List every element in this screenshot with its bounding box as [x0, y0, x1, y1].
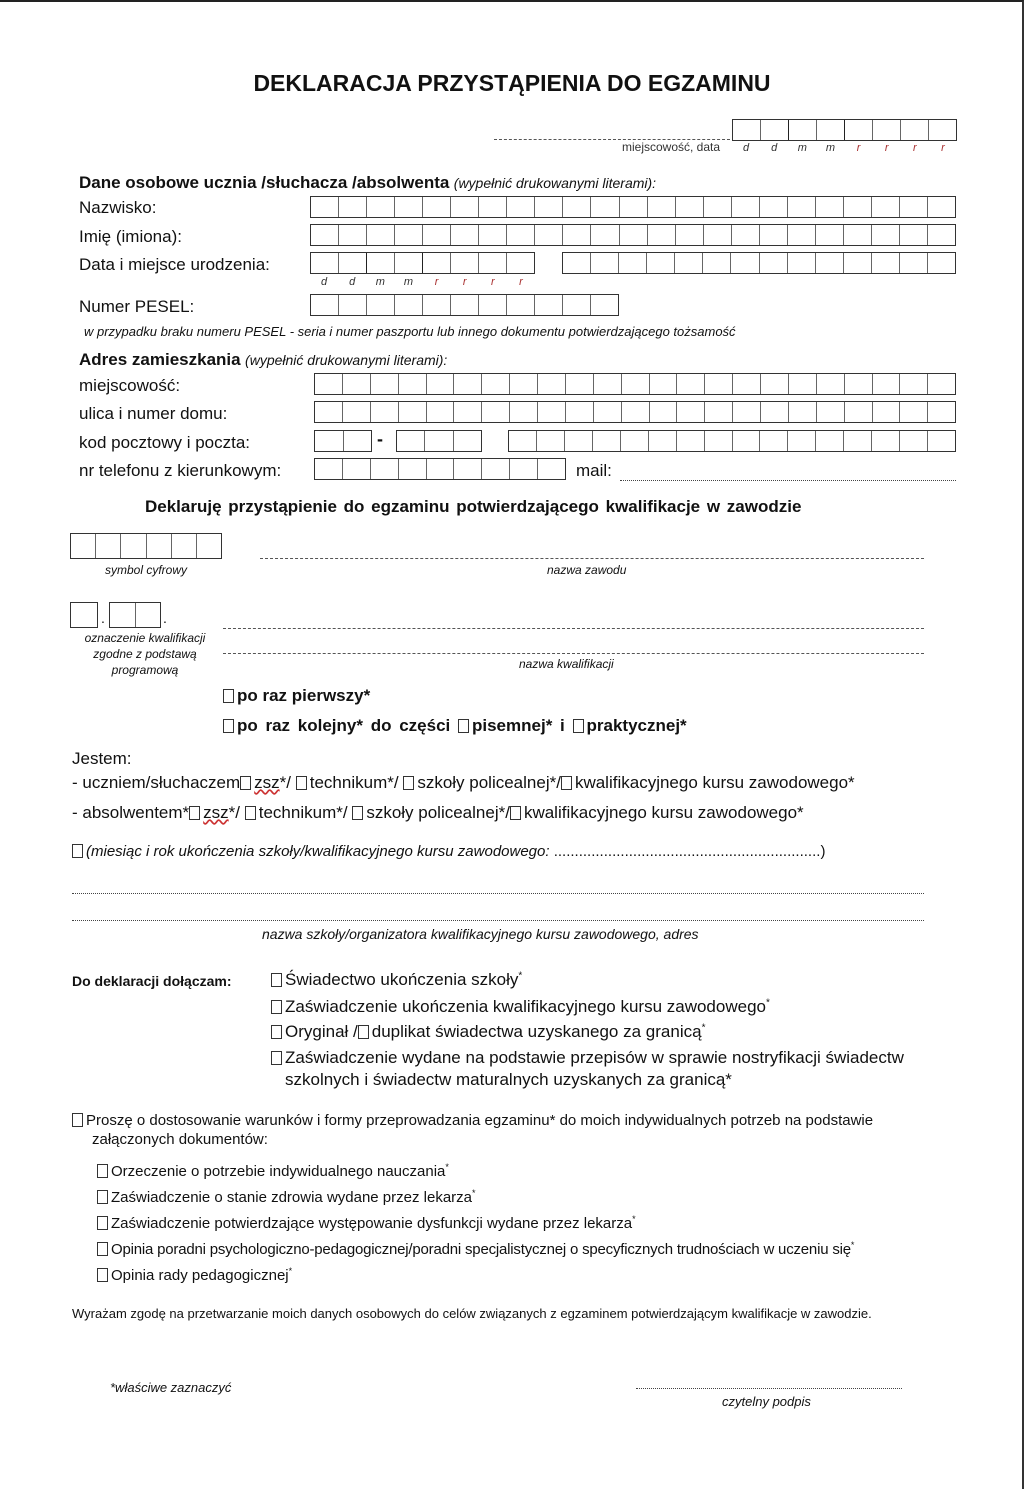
- status-heading: Jestem:: [72, 749, 132, 768]
- birth-place-grid[interactable]: [562, 252, 956, 274]
- mail-label: mail:: [576, 461, 612, 480]
- adaptation-item-checkbox[interactable]: [97, 1268, 108, 1282]
- place-date-caption: miejscowość, data: [622, 140, 721, 154]
- attachment-checkbox[interactable]: [271, 1000, 282, 1014]
- pesel-grid[interactable]: [310, 294, 619, 316]
- names-label: Imię (imiona):: [79, 227, 182, 246]
- adaptation-request-continued: załączonych dokumentów:: [92, 1131, 268, 1148]
- graduation-row: (miesiąc i rok ukończenia szkoły/kwalifikacyjnego kursu zawodowego: ................................................................): [72, 843, 825, 860]
- qualification-caption: oznaczenie kwalifikacji zgodne z podstawą programową: [84, 631, 206, 677]
- adaptation-item: Zaświadczenie potwierdzające występowanie dysfunkcji wydane przez lekarza*: [97, 1214, 636, 1232]
- profession-symbol-grid[interactable]: [70, 533, 222, 559]
- mail-field[interactable]: [620, 480, 956, 481]
- post-office-grid[interactable]: [508, 430, 956, 452]
- phone-grid[interactable]: [314, 458, 566, 480]
- attachment-item: Zaświadczenie ukończenia kwalifikacyjnego kursu zawodowego*: [271, 997, 770, 1017]
- adaptation-item: Opinia rady pedagogicznej*: [97, 1266, 292, 1284]
- attachment-checkbox[interactable]: [271, 1051, 282, 1065]
- city-label: miejscowość:: [79, 376, 181, 395]
- qualification-code-part1[interactable]: [70, 602, 98, 628]
- first-time-option[interactable]: po raz pierwszy*: [223, 686, 370, 706]
- adaptation-item-checkbox[interactable]: [97, 1216, 108, 1230]
- symbol-caption: symbol cyfrowy: [105, 563, 188, 577]
- adaptation-item-checkbox[interactable]: [97, 1190, 108, 1204]
- student-technikum-checkbox[interactable]: [296, 776, 307, 790]
- attachment-item: Zaświadczenie wydane na podstawie przepisów w sprawie nostryfikacji świadectw: [271, 1048, 904, 1068]
- signature-caption: czytelny podpis: [722, 1394, 811, 1409]
- qualification-name-field-1[interactable]: [223, 628, 924, 629]
- practical-checkbox[interactable]: [573, 719, 584, 733]
- adaptation-item: Opinia poradni psychologiczno-pedagogicznej/poradni specjalistycznej o specyficznych trudnościach w uczeniu się*: [97, 1240, 854, 1258]
- qualification-name-caption: nazwa kwalifikacji: [519, 657, 614, 671]
- pesel-label: Numer PESEL:: [79, 297, 195, 316]
- date-grid[interactable]: [732, 119, 957, 141]
- adaptation-request: Proszę o dostosowanie warunków i formy przeprowadzania egzaminu* do moich indywidualnych potrzeb na podstawie: [72, 1112, 873, 1129]
- next-time-checkbox[interactable]: [223, 719, 234, 733]
- birth-label: Data i miejsce urodzenia:: [79, 255, 270, 274]
- graduate-policealna-checkbox[interactable]: [352, 806, 363, 820]
- attachments-label: Do deklaracji dołączam:: [72, 973, 232, 989]
- qualification-dot-2: .: [163, 610, 167, 626]
- names-grid[interactable]: [310, 224, 956, 246]
- attachment-checkbox[interactable]: [271, 973, 282, 987]
- declaration-heading: Deklaruję przystąpienie do egzaminu potwierdzającego kwalifikacje w zawodzie: [145, 497, 802, 516]
- school-caption: nazwa szkoły/organizatora kwalifikacyjnego kursu zawodowego, adres: [262, 926, 699, 942]
- postal-dash: -: [377, 429, 383, 449]
- adaptation-item: Zaświadczenie o stanie zdrowia wydane przez lekarza*: [97, 1188, 476, 1206]
- duplicate-checkbox[interactable]: [358, 1025, 369, 1039]
- phone-label: nr telefonu z kierunkowym:: [79, 461, 282, 480]
- graduation-date-field[interactable]: ................................................................): [553, 843, 826, 860]
- graduate-kkz-checkbox[interactable]: [510, 806, 521, 820]
- qualification-code-part2[interactable]: [109, 602, 161, 628]
- first-time-checkbox[interactable]: [223, 689, 234, 703]
- data-consent: Wyrażam zgodę na przetwarzanie moich danych osobowych do celów związanych z egzaminem potwierdzającym kwalifikacje w zawodzie.: [72, 1306, 872, 1321]
- personal-heading: Dane osobowe ucznia /słuchacza /absolwenta (wypełnić drukowanymi literami):: [79, 173, 657, 192]
- postal-code-part2[interactable]: [396, 430, 482, 452]
- written-checkbox[interactable]: [458, 719, 469, 733]
- street-grid[interactable]: [314, 401, 956, 423]
- city-grid[interactable]: [314, 373, 956, 395]
- qualification-name-field-2[interactable]: [223, 653, 924, 654]
- student-zsz-checkbox[interactable]: [240, 776, 251, 790]
- surname-label: Nazwisko:: [79, 198, 157, 217]
- qualification-dot-1: .: [101, 610, 105, 626]
- date-placeholders: d d m m r r r r: [743, 142, 945, 154]
- profession-name-field[interactable]: [260, 558, 924, 559]
- adaptation-checkbox[interactable]: [72, 1113, 83, 1127]
- attachment-item: Oryginał / duplikat świadectwa uzyskanego za granicą*: [271, 1022, 705, 1042]
- street-label: ulica i numer domu:: [79, 404, 228, 423]
- form-title: DEKLARACJA PRZYSTĄPIENIA DO EGZAMINU: [253, 70, 771, 96]
- student-policealna-checkbox[interactable]: [403, 776, 414, 790]
- signature-field[interactable]: [636, 1388, 902, 1389]
- school-name-field-2[interactable]: [72, 920, 924, 921]
- adaptation-item-checkbox[interactable]: [97, 1242, 108, 1256]
- next-time-option: po raz kolejny* do części pisemnej* i praktycznej*: [223, 716, 687, 736]
- pesel-note: w przypadku braku numeru PESEL - seria i numer paszportu lub innego dokumentu potwierdzającego tożsamość: [84, 324, 736, 339]
- adaptation-item: Orzeczenie o potrzebie indywidualnego nauczania*: [97, 1162, 449, 1180]
- student-row: - uczniem/słuchaczem zsz*/ technikum*/ szkoły policealnej*/ kwalifikacyjnego kursu zawodowego*: [72, 773, 855, 792]
- address-heading: Adres zamieszkania (wypełnić drukowanymi literami):: [79, 350, 448, 369]
- footnote: *właściwe zaznaczyć: [110, 1380, 232, 1395]
- graduate-zsz-checkbox[interactable]: [189, 806, 200, 820]
- school-name-field-1[interactable]: [72, 893, 924, 894]
- graduate-technikum-checkbox[interactable]: [245, 806, 256, 820]
- surname-grid[interactable]: [310, 196, 956, 218]
- graduate-row: - absolwentem* zsz*/ technikum*/ szkoły policealnej*/ kwalifikacyjnego kursu zawodowego*: [72, 803, 804, 822]
- original-checkbox[interactable]: [271, 1025, 282, 1039]
- postal-label: kod pocztowy i poczta:: [79, 433, 251, 452]
- postal-code-part1[interactable]: [314, 430, 372, 452]
- graduation-checkbox[interactable]: [72, 844, 83, 858]
- birth-placeholders: d d m m r r r r: [321, 276, 523, 288]
- attachment-item: Świadectwo ukończenia szkoły*: [271, 970, 522, 990]
- profession-caption: nazwa zawodu: [547, 563, 627, 577]
- attachment-item-continued: szkolnych i świadectw maturalnych uzyskanych za granicą*: [285, 1070, 732, 1089]
- adaptation-item-checkbox[interactable]: [97, 1164, 108, 1178]
- birth-date-grid[interactable]: [310, 252, 535, 274]
- student-kkz-checkbox[interactable]: [561, 776, 572, 790]
